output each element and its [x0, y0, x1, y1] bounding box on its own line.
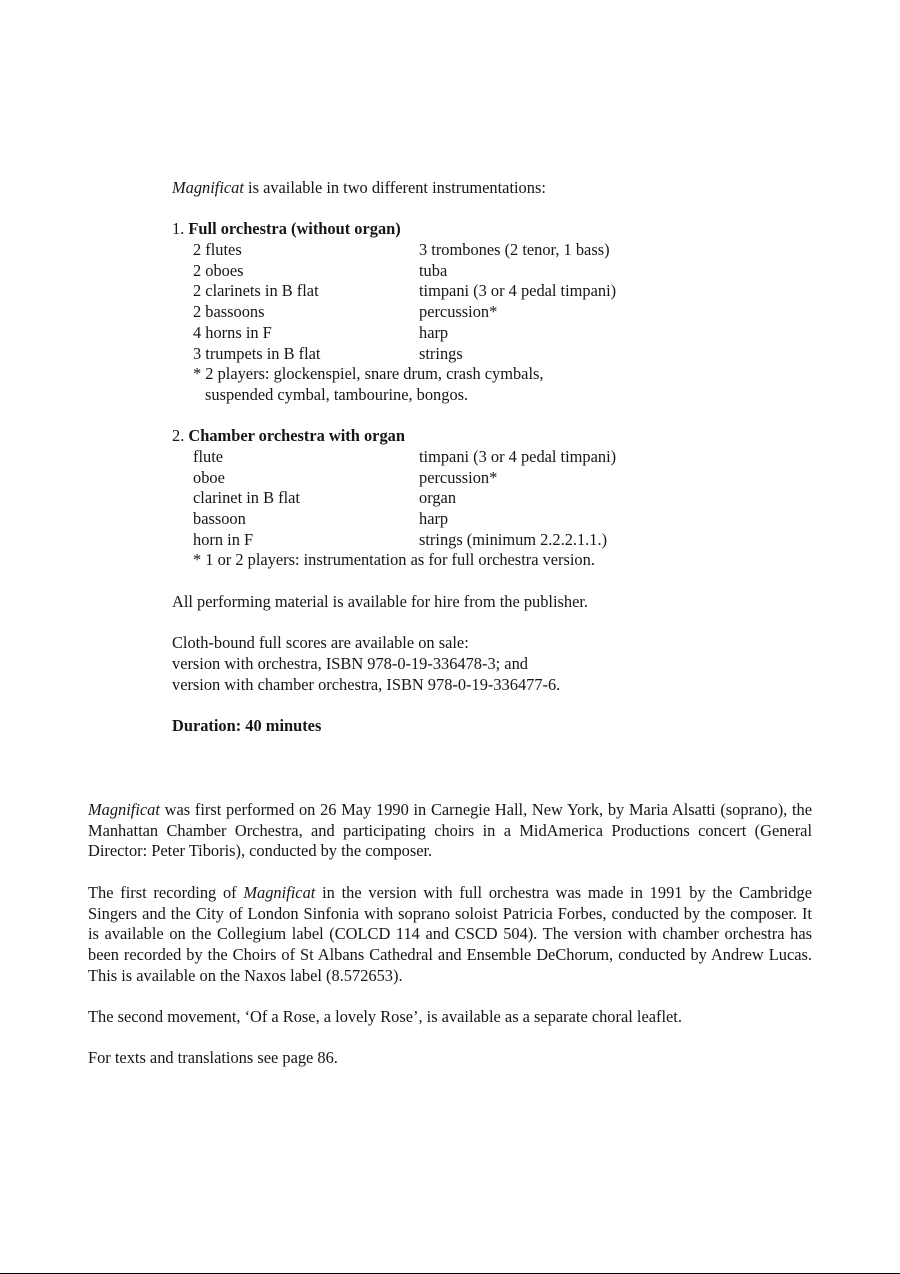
- second-movement-paragraph: The second movement, ‘Of a Rose, a lovely Rose’, is available as a separate choral leaflet.: [88, 1007, 682, 1026]
- instrument-row: 2 clarinets in B flat timpani (3 or 4 pedal timpani): [193, 281, 617, 301]
- intro-title: Magnificat: [172, 178, 244, 197]
- hire-notice: All performing material is available for hire from the publisher.: [172, 591, 589, 611]
- instrument-row: clarinet in B flat organ: [193, 488, 457, 508]
- performance-notes: [88, 800, 812, 1090]
- instrument-row: 2 bassoons percussion*: [193, 302, 498, 322]
- instrument-row: 2 oboes tuba: [193, 260, 448, 280]
- intro-text: is available in two different instrumentations:: [243, 178, 546, 197]
- instrument-row: horn in F strings (minimum 2.2.2.1.1.): [193, 529, 608, 549]
- instrumentation-section: [172, 178, 772, 737]
- premiere-paragraph: Magnificat was first performed on 26 May 1990 in Carnegie Hall, New York, by Maria Alsatti (soprano), the Manhattan Chamber Orchestra, and participating choirs in a MidAmerica Productions concert (General Director: Peter Tiboris), conducted by the composer.: [88, 800, 812, 861]
- instrument-row: 3 trumpets in B flat strings: [193, 343, 463, 363]
- scores-line-1: Cloth-bound full scores are available on sale:: [172, 633, 469, 653]
- scores-line-2: version with orchestra, ISBN 978-0-19-336478-3; and: [172, 653, 528, 673]
- percussion-note: * 1 or 2 players: instrumentation as for full orchestra version.: [193, 550, 595, 570]
- percussion-note: * 2 players: glockenspiel, snare drum, crash cymbals,: [193, 364, 544, 384]
- percussion-note-continued: suspended cymbal, tambourine, bongos.: [205, 384, 469, 404]
- chamber-orchestra-heading: 2. Chamber orchestra with organ: [172, 426, 405, 446]
- instrument-row: flute timpani (3 or 4 pedal timpani): [193, 446, 617, 466]
- chamber-orchestra-list: [172, 447, 772, 571]
- instrument-row: 2 flutes 3 trombones (2 tenor, 1 bass): [193, 240, 610, 260]
- instrument-row: bassoon harp: [193, 509, 449, 528]
- full-orchestra-list: [172, 240, 772, 406]
- instrument-row: oboe percussion*: [193, 467, 498, 487]
- full-orchestra-heading: 1. Full orchestra (without organ): [172, 219, 401, 239]
- intro-line: [172, 178, 772, 199]
- instrument-row: 4 horns in F harp: [193, 322, 449, 342]
- duration: Duration: 40 minutes: [172, 715, 322, 735]
- scores-line-3: version with chamber orchestra, ISBN 978-0-19-336477-6.: [172, 674, 561, 694]
- recording-paragraph: The first recording of Magnificat in the version with full orchestra was made in 1991 by the Cambridge Singers and the City of London Sinfonia with soprano soloist Patricia Forbes, conducted by the composer. It is available on the Collegium label (COLCD 114 and CSCD 504). The version with chamber orchestra has been recorded by the Choirs of St Albans Cathedral and Ensemble DeChorum, conducted by Andrew Lucas. This is available on the Naxos label (8.572653).: [88, 882, 812, 985]
- texts-paragraph: For texts and translations see page 86.: [88, 1048, 338, 1068]
